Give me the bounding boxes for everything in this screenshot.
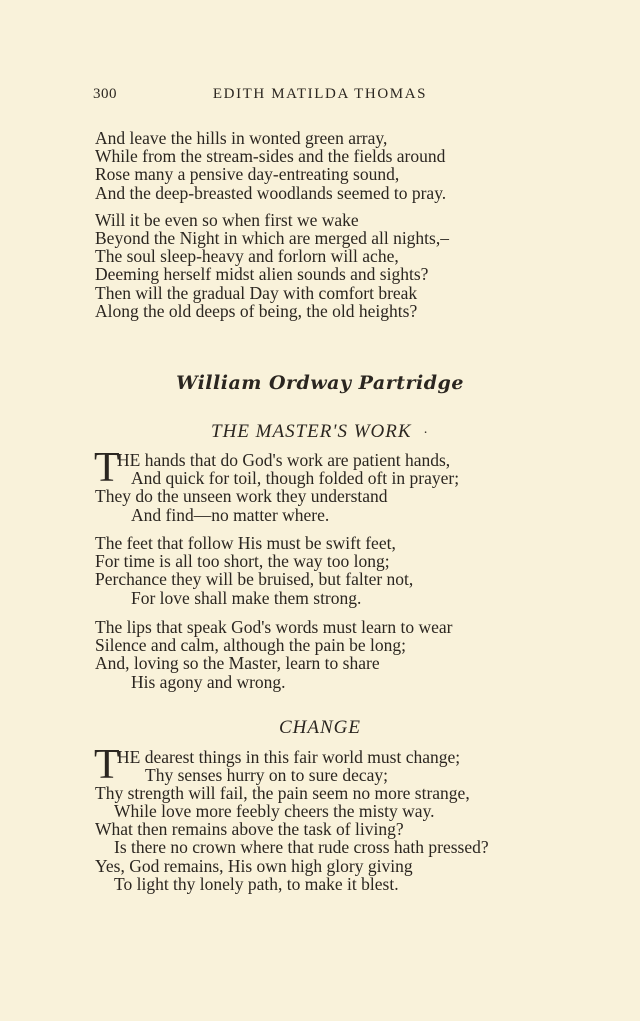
verse-line: And leave the hills in wonted green array, xyxy=(95,128,388,148)
author-heading: William Ordway Partridge xyxy=(176,372,464,394)
running-head: EDITH MATILDA THOMAS xyxy=(212,86,428,102)
verse-line: Is there no crown where that rude cross hath pressed? xyxy=(114,837,489,857)
verse-line: HE hands that do God's work are patient hands, xyxy=(117,450,451,470)
verse-line: Then will the gradual Day with comfort break xyxy=(95,283,418,303)
verse-line: His agony and wrong. xyxy=(131,672,286,692)
verse-line: And quick for toil, though folded oft in prayer; xyxy=(131,468,460,488)
verse-line: To light thy lonely path, to make it blest. xyxy=(114,874,399,894)
verse-line: The lips that speak God's words must learn to wear xyxy=(95,617,453,637)
verse-line: HE dearest things in this fair world must change; xyxy=(117,747,461,767)
verse-line: Rose many a pensive day-entreating sound, xyxy=(95,164,400,184)
verse-line: While from the stream-sides and the fields around xyxy=(95,146,446,166)
verse-line: And, loving so the Master, learn to share xyxy=(95,653,380,673)
verse-line: What then remains above the task of living? xyxy=(95,819,404,839)
verse-line: They do the unseen work they understand xyxy=(95,486,388,506)
verse-line: For time is all too short, the way too long; xyxy=(95,551,390,571)
verse-line: And find—no matter where. xyxy=(131,505,330,525)
verse-line: Will it be even so when first we wake xyxy=(95,210,359,230)
poem-title-text: THE MASTER'S WORK xyxy=(211,421,412,442)
drop-cap: T xyxy=(94,445,120,491)
page-number: 300 xyxy=(93,86,117,102)
verse-line: Beyond the Night in which are merged all nights,– xyxy=(95,228,449,248)
poem-title-change: CHANGE xyxy=(279,717,361,738)
verse-line: Yes, God remains, His own high glory giving xyxy=(95,856,413,876)
verse-line: Thy strength will fail, the pain seem no more strange, xyxy=(95,783,470,803)
verse-line: Silence and calm, although the pain be long; xyxy=(95,635,407,655)
verse-line: The soul sleep-heavy and forlorn will ache, xyxy=(95,246,399,266)
verse-line: While love more feebly cheers the misty way. xyxy=(114,801,435,821)
title-mark: · xyxy=(423,426,429,441)
poem-title-masters-work xyxy=(0,421,640,443)
drop-cap: T xyxy=(94,742,120,788)
verse-line: For love shall make them strong. xyxy=(131,588,362,608)
verse-line: And the deep-breasted woodlands seemed to pray. xyxy=(95,183,447,203)
page-header xyxy=(0,86,640,108)
verse-line: Perchance they will be bruised, but falter not, xyxy=(95,569,414,589)
verse-line: Deeming herself midst alien sounds and sights? xyxy=(95,264,429,284)
verse-line: Along the old deeps of being, the old heights? xyxy=(95,301,418,321)
verse-line: The feet that follow His must be swift feet, xyxy=(95,533,396,553)
verse-line: Thy senses hurry on to sure decay; xyxy=(145,765,388,785)
